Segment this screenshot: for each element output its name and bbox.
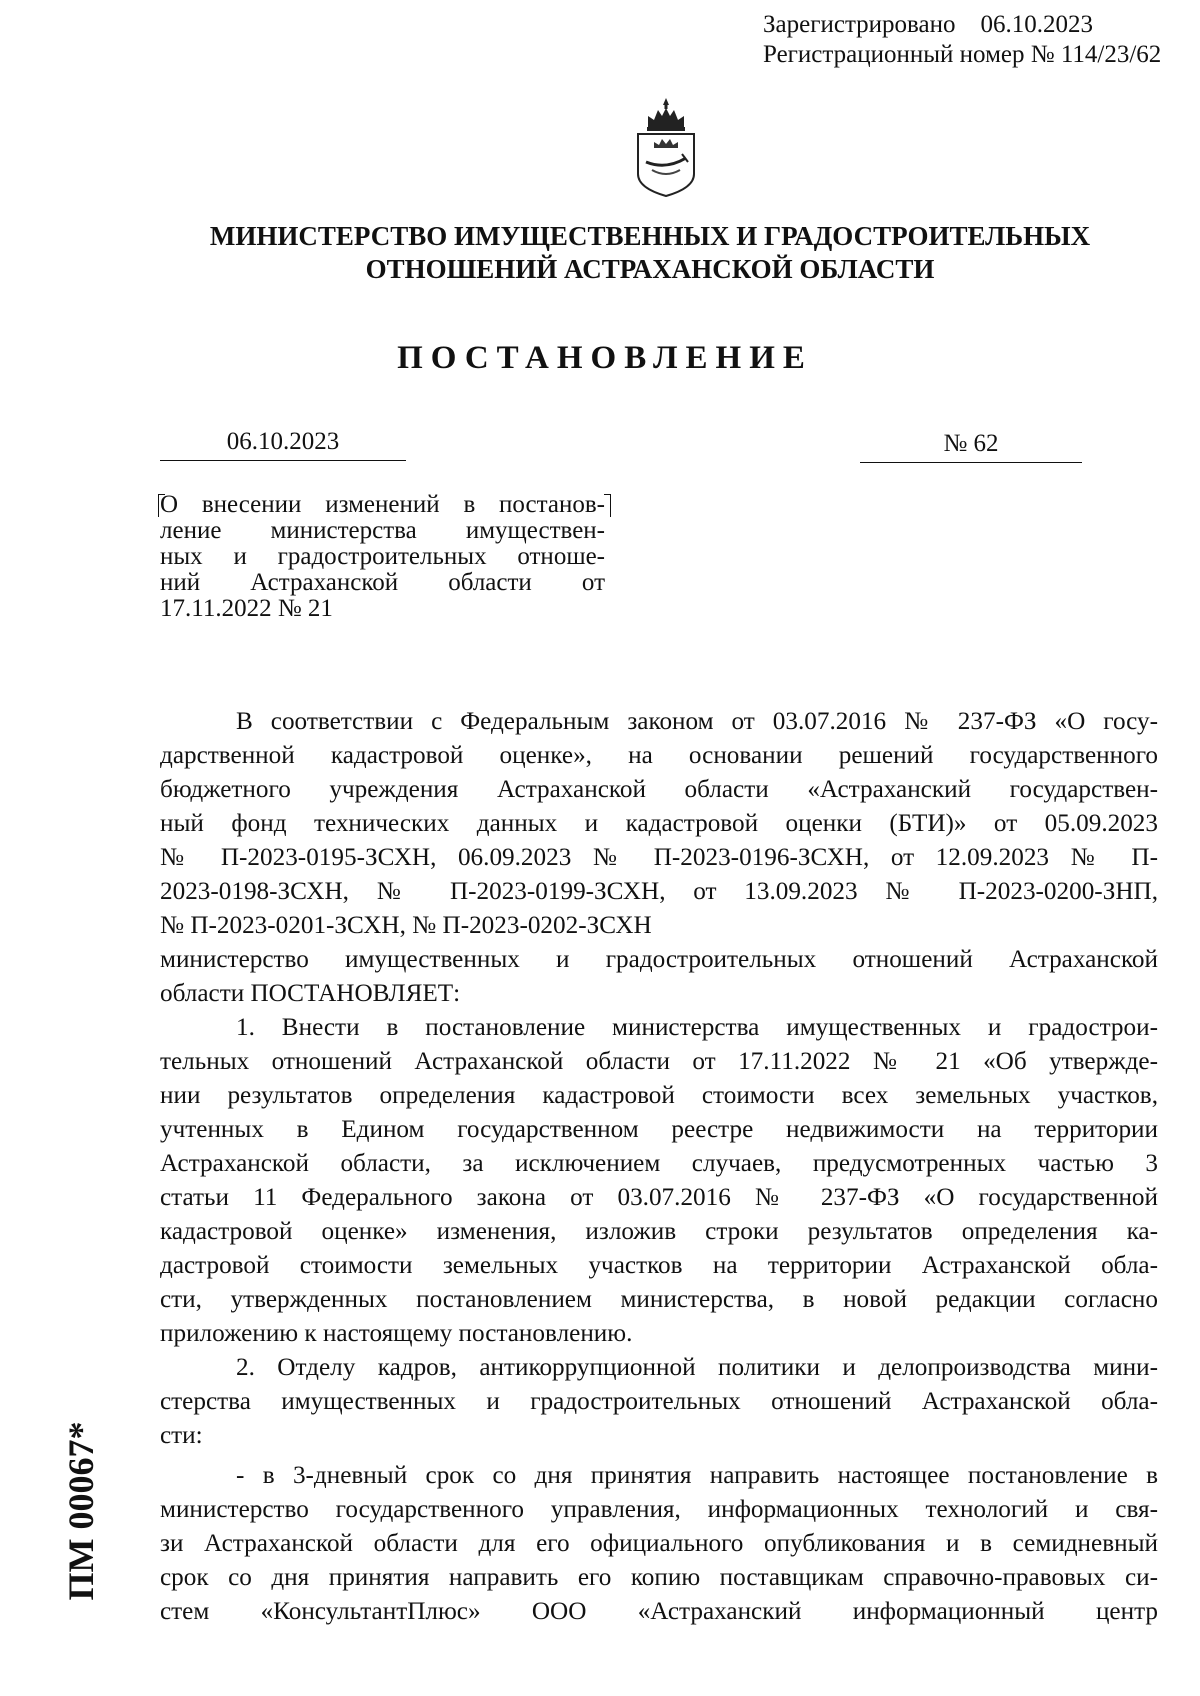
body-line: кадастровой оценке» изменения, изложив строки результатов определения ка- [160, 1218, 1158, 1245]
body-line: 1. Внести в постановление министерства имущественных и градострои- [236, 1014, 1158, 1041]
body-line: министерство имущественных и градостроительных отношений Астраханской [160, 946, 1158, 973]
body-line: учтенных в Едином государственном реестре недвижимости на территории [160, 1116, 1158, 1143]
body-line: № П-2023-0195-ЗСХН, 06.09.2023 № П-2023-0196-ЗСХН, от 12.09.2023 № П- [160, 844, 1158, 871]
body-line: Астраханской области, за исключением случаев, предусмотренных частью 3 [160, 1150, 1158, 1177]
subject-bracket-left [158, 494, 165, 517]
ministry-line-2: ОТНОШЕНИЙ АСТРАХАНСКОЙ ОБЛАСТИ [365, 254, 935, 284]
subject-bracket-right [604, 494, 611, 517]
subject-line: 17.11.2022 № 21 [160, 595, 333, 622]
body-line: дастровой стоимости земельных участков на территории Астраханской обла- [160, 1252, 1158, 1279]
body-line: - в 3-дневный срок со дня принятия направить настоящее постановление в [236, 1462, 1158, 1489]
body-line: министерство государственного управления, информационных технологий и свя- [160, 1496, 1158, 1523]
body-line: зи Астраханской области для его официального опубликования и в семидневный [160, 1530, 1158, 1557]
subject-line: ний Астраханской области от [160, 569, 605, 596]
registration-date-line [763, 10, 1161, 40]
side-stamp-text: ПМ 00067* [61, 1421, 101, 1601]
body-line: бюджетного учреждения Астраханской области «Астраханский государствен- [160, 776, 1158, 803]
body-line: стем «КонсультантПлюс» ООО «Астраханский информационный центр [160, 1598, 1158, 1625]
body-line: нии результатов определения кадастровой стоимости всех земельных участков, [160, 1082, 1158, 1109]
body-line: дарственной кадастровой оценке», на основании решений государственного [160, 742, 1158, 769]
body-line: № П-2023-0201-ЗСХН, № П-2023-0202-ЗСХН [160, 912, 652, 939]
body-line: области ПОСТАНОВЛЯЕТ: [160, 980, 461, 1007]
body-line: сти, утвержденных постановлением министерства, в новой редакции согласно [160, 1286, 1158, 1313]
body-line: ный фонд технических данных и кадастровой оценки (БТИ)» от 05.09.2023 [160, 810, 1158, 837]
registered-label: Зарегистрировано [763, 11, 956, 38]
document-number: № 62 [860, 430, 1082, 463]
document-subject [160, 492, 605, 622]
astrakhan-coat-of-arms-icon [632, 96, 700, 198]
side-registration-stamp [56, 1386, 106, 1636]
subject-line: О внесении изменений в постанов- [160, 491, 605, 518]
subject-line: ление министерства имуществен- [160, 517, 605, 544]
registration-number: Регистрационный номер № 114/23/62 [763, 41, 1162, 68]
subject-line: ных и градостроительных отноше- [160, 543, 605, 570]
body-line: 2. Отделу кадров, антикоррупционной политики и делопроизводства мини- [236, 1354, 1158, 1381]
body-line: приложению к настоящему постановлению. [160, 1320, 633, 1347]
registration-stamp [763, 10, 1161, 70]
body-line: тельных отношений Астраханской области от 17.11.2022 № 21 «Об утвержде- [160, 1048, 1158, 1075]
ministry-line-1: МИНИСТЕРСТВО ИМУЩЕСТВЕННЫХ И ГРАДОСТРОИТЕЛЬНЫХ [209, 221, 1091, 251]
registered-date: 06.10.2023 [980, 11, 1094, 38]
ministry-heading [190, 220, 1110, 286]
body-line: сти: [160, 1422, 203, 1449]
body-line: стерства имущественных и градостроительных отношений Астраханской обла- [160, 1388, 1158, 1415]
body-line: срок со дня принятия направить его копию поставщикам справочно-правовых си- [160, 1564, 1158, 1591]
body-line: 2023-0198-ЗСХН, № П-2023-0199-ЗСХН, от 13.09.2023 № П-2023-0200-ЗНП, [160, 878, 1158, 905]
document-date: 06.10.2023 [160, 428, 406, 461]
document-type-title: ПОСТАНОВЛЕНИЕ [397, 340, 813, 376]
document-body [160, 705, 1158, 1629]
body-line: статьи 11 Федерального закона от 03.07.2016 № 237-ФЗ «О государственной [160, 1184, 1158, 1211]
body-line: В соответствии с Федеральным законом от 03.07.2016 № 237-ФЗ «О госу- [236, 708, 1158, 735]
